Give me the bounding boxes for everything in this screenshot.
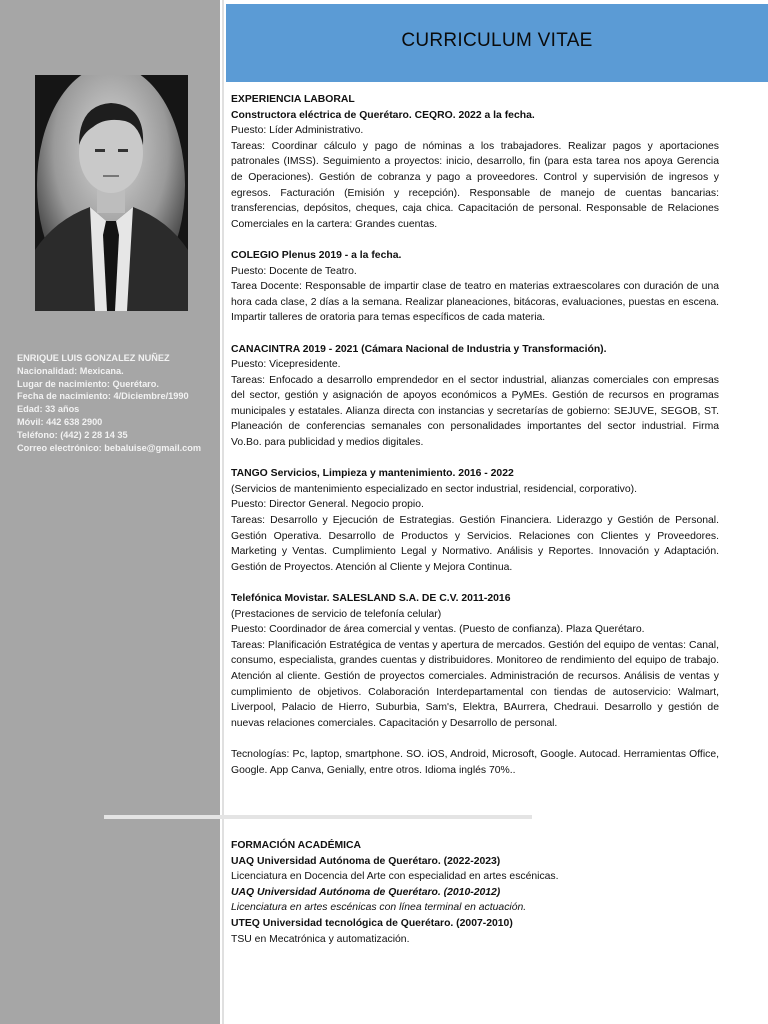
job-title: CANACINTRA 2019 - 2021 (Cámara Nacional de Industria y Transformación). — [231, 343, 607, 355]
page-title: CURRICULUM VITAE — [401, 30, 593, 51]
job-line: Puesto: Líder Administrativo. — [231, 125, 364, 137]
job-line: Tarea Docente: Responsable de impartir clase de teatro en materias extraescolares con duración de una hora cada clase, 2 días a la semana. Realizar planeaciones, bitácoras, evaluaciones, puestas en escena. Impartir talleres de oratoria para temas específicos de cada materia. — [231, 281, 719, 324]
job-line: (Servicios de mantenimiento especializado en sector industrial, residencial, corporativo). — [231, 483, 638, 495]
birthplace: Lugar de nacimiento: Querétaro. — [17, 378, 159, 389]
education-school: UAQ Universidad Autónoma de Querétaro. (2010-2012) — [231, 886, 501, 898]
person-name: ENRIQUE LUIS GONZALEZ NUÑEZ — [17, 353, 170, 363]
job-line: Puesto: Docente de Teatro. — [231, 265, 357, 277]
job-line: (Prestaciones de servicio de telefonía celular) — [231, 608, 442, 620]
birthdate: Fecha de nacimiento: 4/Diciembre/1990 — [17, 391, 189, 402]
job-line: Puesto: Coordinador de área comercial y ventas. (Puesto de confianza). Plaza Querétaro. — [231, 624, 645, 636]
education-section — [231, 838, 719, 947]
landline-phone: Teléfono: (442) 2 28 14 35 — [17, 429, 128, 440]
education-degree: Licenciatura en Docencia del Arte con especialidad en artes escénicas. — [231, 871, 559, 883]
personal-info — [17, 352, 217, 454]
job-title: TANGO Servicios, Limpieza y mantenimiento. 2016 - 2022 — [231, 468, 514, 480]
job-line: Tareas: Enfocado a desarrollo emprendedor en el sector industrial, alianzas comerciales con empresas del sector, gestión y asignación de apoyos económicos a PyMEs. Gestión de recursos en programas municipales y estatales. Alianza directa con instancias y secretarías de gobierno: SEJUVE, SEGOB, ST. Planeación de conferencias semanales con personalidades importantes del sector industrial. Firma Vo.Bo. para publicidad y medios digitales. — [231, 374, 719, 449]
nationality: Nacionalidad: Mexicana. — [17, 365, 124, 376]
age: Edad: 33 años — [17, 404, 80, 415]
job-entry — [231, 248, 719, 326]
job-entry — [231, 108, 719, 233]
email: Correo electrónico: bebaluise@gmail.com — [17, 442, 202, 453]
education-school: UAQ Universidad Autónoma de Querétaro. (2022-2023) — [231, 855, 501, 867]
job-line: Tareas: Planificación Estratégica de ventas y apertura de mercados. Gestión del equipo de ventas: Canal, consumo, especialista, grandes cuentas y distribuidores. Monitoreo de rendimiento del equipo de trabajo. Atención al cliente. Gestión de proyectos comerciales. Administración de recursos. Análisis de ventas y cumplimiento de objetivos. Colaboración Interdepartamental con tiendas de autoservicio: Walmart, Liverpool, Palacio de Hierro, Suburbia, Sam's, Elektra, BAurrera, Chedraui. Desarrollo y gestión de nuevas relaciones comerciales. Capacitación y Desarrollo de personal. — [231, 639, 719, 729]
experience-section — [231, 92, 719, 778]
sidebar-divider — [222, 0, 224, 1024]
education-school: UTEQ Universidad tecnológica de Querétaro. (2007-2010) — [231, 917, 513, 929]
technologies: Tecnologías: Pc, laptop, smartphone. SO. iOS, Android, Microsoft, Google. Autocad. Herramientas Office, Google. App Canva, Genially, entre otros. Idioma inglés 70%.. — [231, 748, 719, 776]
job-line: Puesto: Director General. Negocio propio. — [231, 499, 424, 511]
job-title: COLEGIO Plenus 2019 - a la fecha. — [231, 249, 402, 261]
job-title: Constructora eléctrica de Querétaro. CEQRO. 2022 a la fecha. — [231, 109, 535, 121]
education-heading: FORMACIÓN ACADÉMICA — [231, 840, 362, 851]
job-entry — [231, 591, 719, 731]
job-title: Telefónica Movistar. SALESLAND S.A. DE C.V. 2011-2016 — [231, 593, 511, 604]
education-degree: TSU en Mecatrónica y automatización. — [231, 933, 410, 945]
experience-heading: EXPERIENCIA LABORAL — [231, 94, 355, 105]
profile-photo — [35, 75, 188, 311]
mobile-phone: Móvil: 442 638 2900 — [17, 416, 103, 427]
section-divider — [104, 815, 532, 819]
education-degree: Licenciatura en artes escénicas con línea terminal en actuación. — [231, 902, 527, 914]
job-entry — [231, 466, 719, 575]
job-line: Tareas: Coordinar cálculo y pago de nóminas a los trabajadores. Realizar pagos y aportaciones patronales (IMSS). Seguimiento a proyectos: inicio, desarrollo, fin (para esta tarea nos apoya Gerencia de Operaciones). Gestión de cobranza y pago a proveedores. Control y supervisión de ingresos y egresos. Facturación (Emisión y recepción). Responsable de manejo de cuentas bancarias: transferencias, depósitos, cheques, caja chica. Capacitación de personal. Responsable de Relaciones Comerciales en la cartera: Grandes cuentas. — [231, 140, 719, 230]
job-line: Puesto: Vicepresidente. — [231, 359, 341, 371]
job-entry — [231, 342, 719, 451]
job-line: Tareas: Desarrollo y Ejecución de Estrategias. Gestión Financiera. Liderazgo y Gestión de Personal. Gestión Operativa. Desarrollo de Productos y Servicios. Relaciones con Clientes y Proveedores. Marketing y Ventas. Cumplimiento Legal y Normativo. Análisis y Reportes. Innovación y Adaptación. Gestión de Proyectos. Atención al Cliente y Mejora Continua. — [231, 515, 719, 573]
